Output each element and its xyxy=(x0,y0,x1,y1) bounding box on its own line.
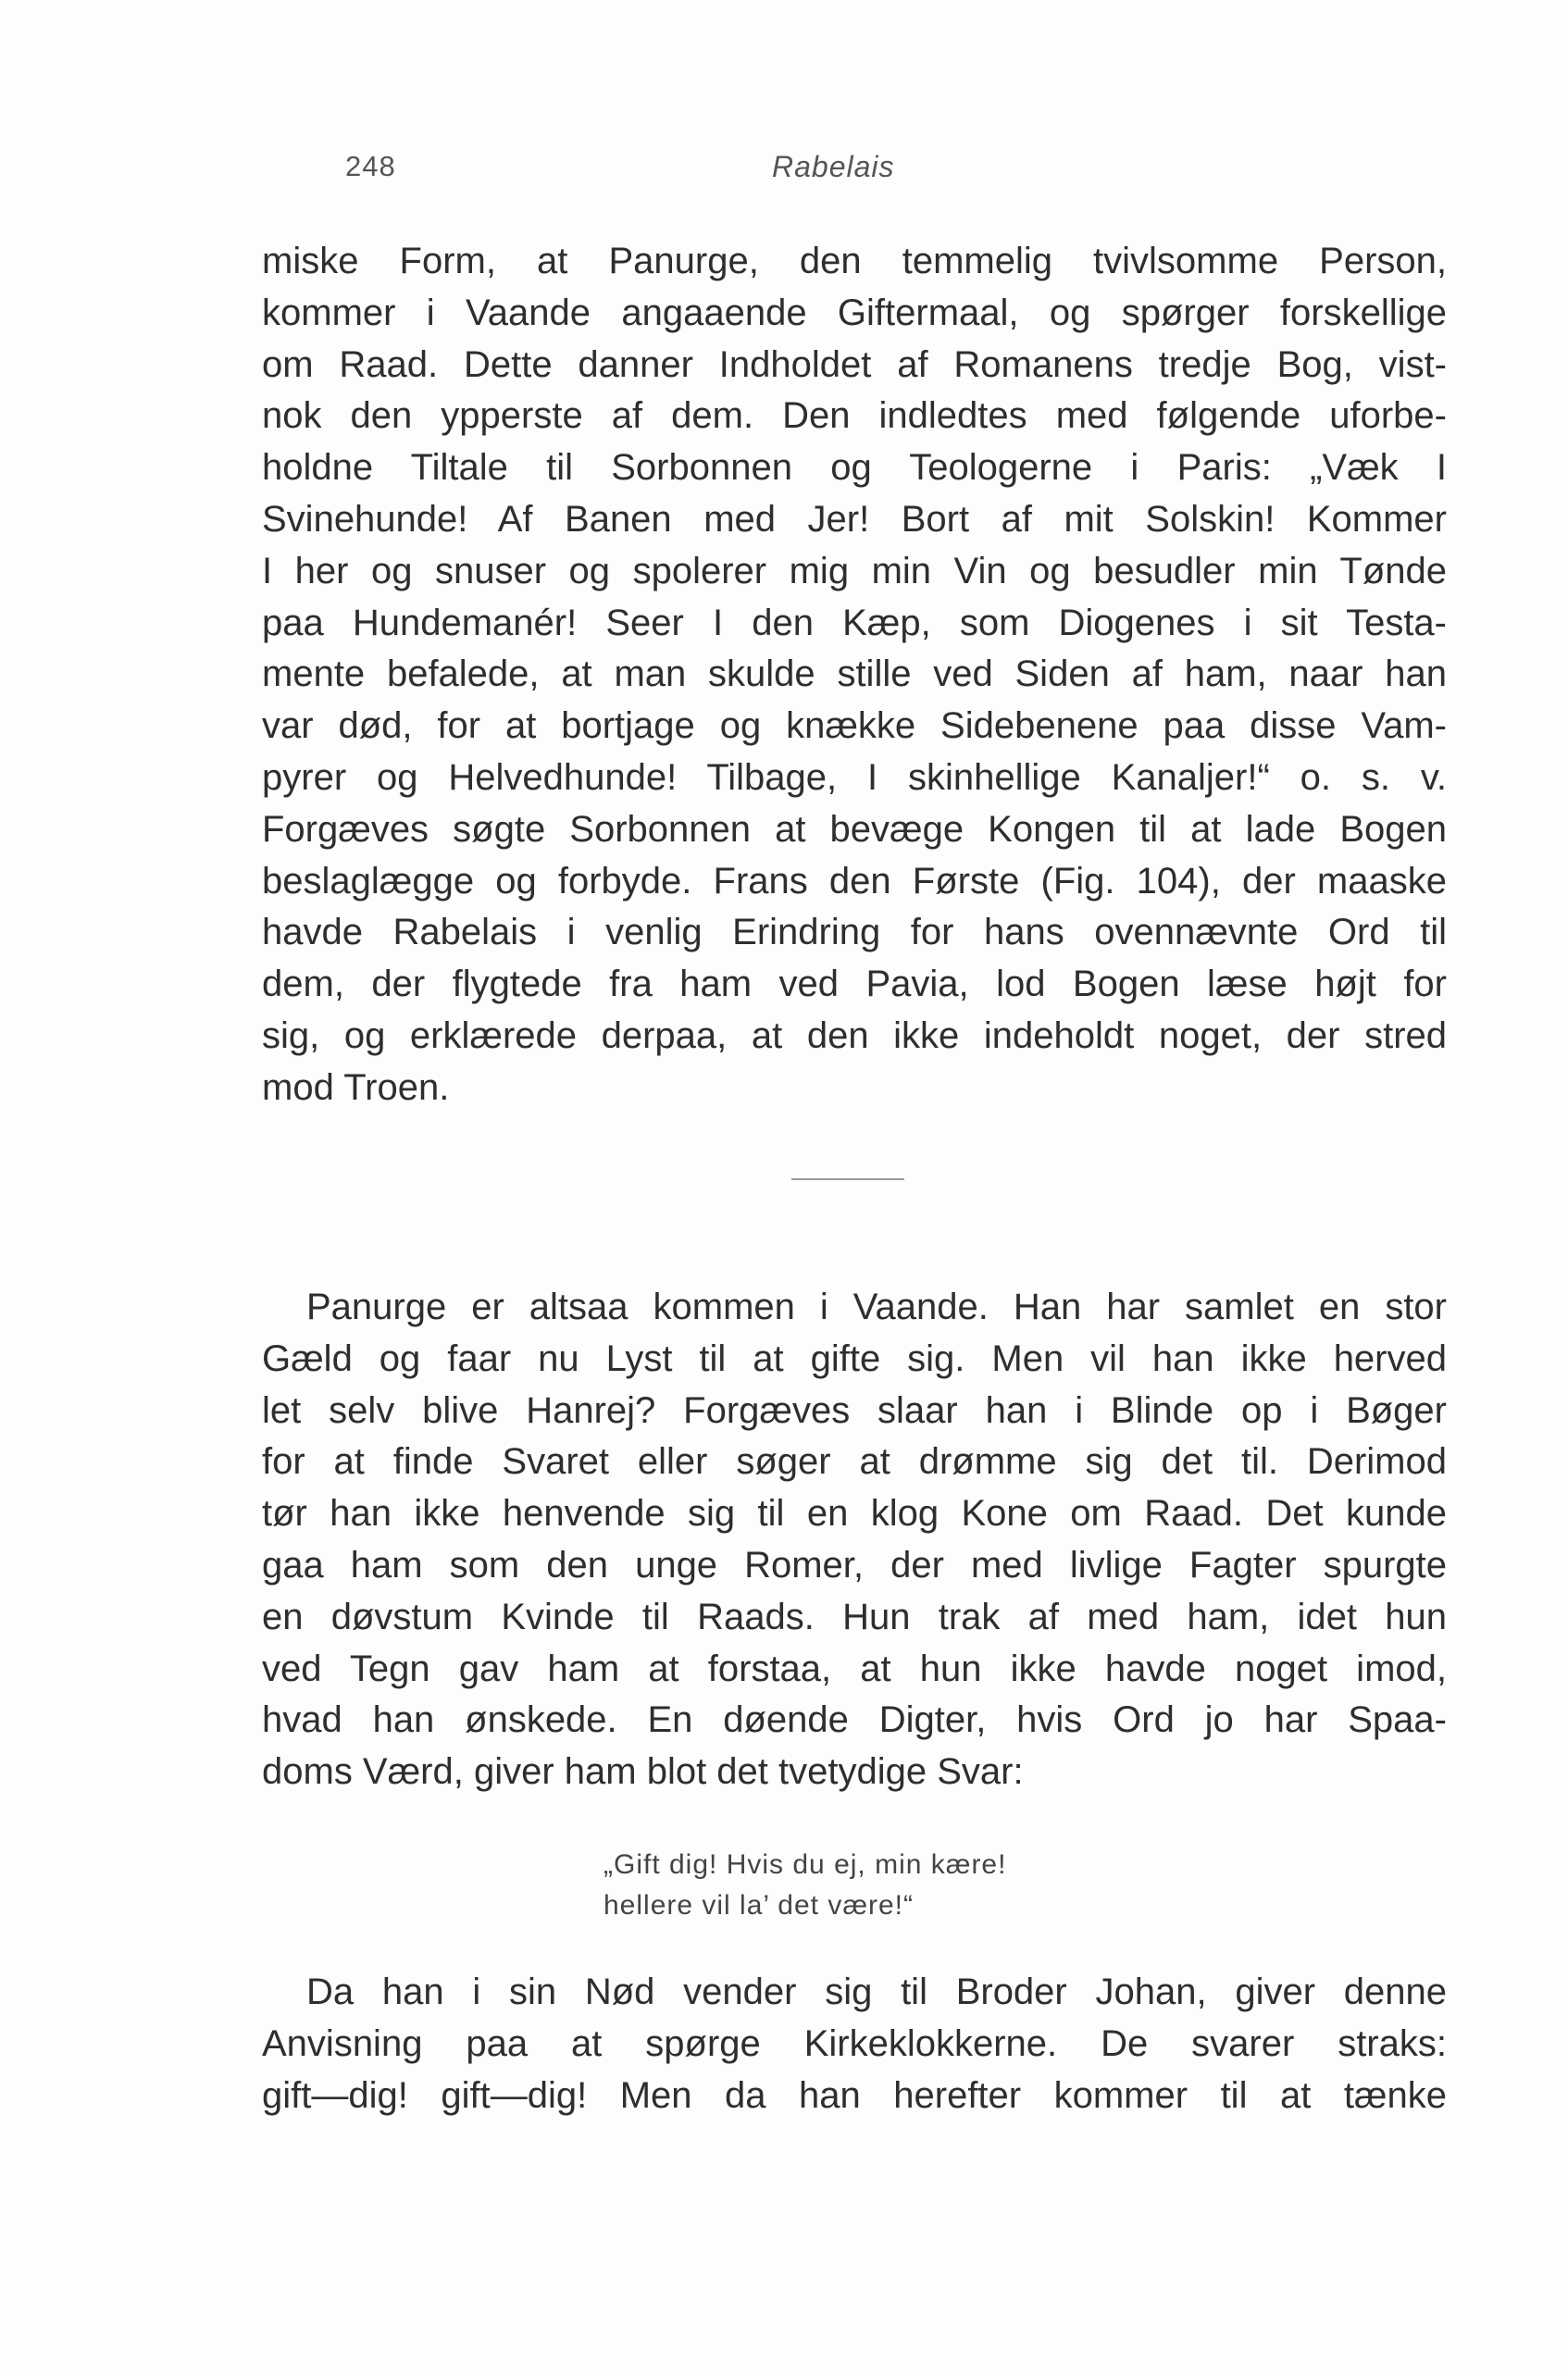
text-line: holdne Tiltale til Sorbonnen og Teologerne i Paris: „Væk I xyxy=(262,447,1447,489)
text-line: miske Form, at Panurge, den temmelig tvivlsomme Person, xyxy=(262,241,1447,281)
text-line: Anvisning paa at spørge Kirkeklokkerne. De svarer straks: xyxy=(262,2022,1447,2064)
running-head xyxy=(0,150,1568,191)
text-line: paa Hundemanér! Seer I den Kæp, som Diogenes i sit Testa- xyxy=(262,602,1447,643)
paragraph-1 xyxy=(262,236,1447,1114)
text-line: tør han ikke henvende sig til en klog Kone om Raad. Det kunde xyxy=(262,1493,1447,1535)
text-line: nok den ypperste af dem. Den indledtes med følgende uforbe- xyxy=(262,395,1447,437)
paragraph-2 xyxy=(262,1282,1447,1798)
text-line: mod Troen. xyxy=(262,1066,450,1108)
text-line: beslaglægge og forbyde. Frans den Første (Fig. 104), der maaske xyxy=(262,860,1447,902)
text-line: doms Værd, giver ham blot det tvetydige Svar: xyxy=(262,1751,1024,1793)
text-line: om Raad. Dette danner Indholdet af Romanens tredje Bog, vist- xyxy=(262,343,1447,385)
text-line: Forgæves søgte Sorbonnen at bevæge Kongen til at lade Bogen xyxy=(262,808,1447,850)
page-number: 248 xyxy=(345,150,396,182)
section-separator xyxy=(791,1178,904,1180)
text-line: gaa ham som den unge Romer, der med livlige Fagter spurgte xyxy=(262,1544,1447,1586)
text-line: for at finde Svaret eller søger at drømme sig det til. Derimod xyxy=(262,1441,1447,1483)
text-line: Da han i sin Nød vender sig til Broder Johan, giver denne xyxy=(306,1972,1447,2012)
text-line: pyrer og Helvedhunde! Tilbage, I skinhellige Kanaljer!“ o. s. v. xyxy=(262,756,1447,798)
verse-quote xyxy=(604,1845,1006,1926)
text-line: Gæld og faar nu Lyst til at gifte sig. Men vil han ikke herved xyxy=(262,1337,1447,1379)
text-line: havde Rabelais i venlig Erindring for hans ovennævnte Ord til xyxy=(262,912,1447,953)
text-line: Svinehunde! Af Banen med Jer! Bort af mit Solskin! Kommer xyxy=(262,498,1447,540)
text-line: gift—dig! gift—dig! Men da han herefter kommer til at tænke xyxy=(262,2074,1447,2116)
text-line: Panurge er altsaa kommen i Vaande. Han har samlet en stor xyxy=(306,1287,1447,1327)
paragraph-3 xyxy=(262,1967,1447,2121)
text-line: mente befalede, at man skulde stille ved Siden af ham, naar han xyxy=(262,653,1447,695)
text-line: sig, og erklærede derpaa, at den ikke indeholdt noget, der stred xyxy=(262,1014,1447,1056)
text-line: kommer i Vaande angaaende Giftermaal, og spørger forskellige xyxy=(262,292,1447,333)
text-line: let selv blive Hanrej? Forgæves slaar han i Blinde op i Bøger xyxy=(262,1389,1447,1431)
verse-line: hellere vil la’ det være!“ xyxy=(604,1890,915,1921)
text-line: en døvstum Kvinde til Raads. Hun trak af med ham, idet hun xyxy=(262,1596,1447,1637)
text-line: I her og snuser og spolerer mig min Vin og besudler min Tønde xyxy=(262,550,1447,591)
verse-line: „Gift dig! Hvis du ej, min kære! xyxy=(604,1849,1007,1880)
running-title: Rabelais xyxy=(772,150,895,183)
text-line: ved Tegn gav ham at forstaa, at hun ikke havde noget imod, xyxy=(262,1648,1447,1689)
text-line: hvad han ønskede. En døende Digter, hvis Ord jo har Spaa- xyxy=(262,1699,1447,1741)
text-line: var død, for at bortjage og knække Sidebenene paa disse Vam- xyxy=(262,705,1447,747)
text-line: dem, der flygtede fra ham ved Pavia, lod Bogen læse højt for xyxy=(262,964,1447,1005)
